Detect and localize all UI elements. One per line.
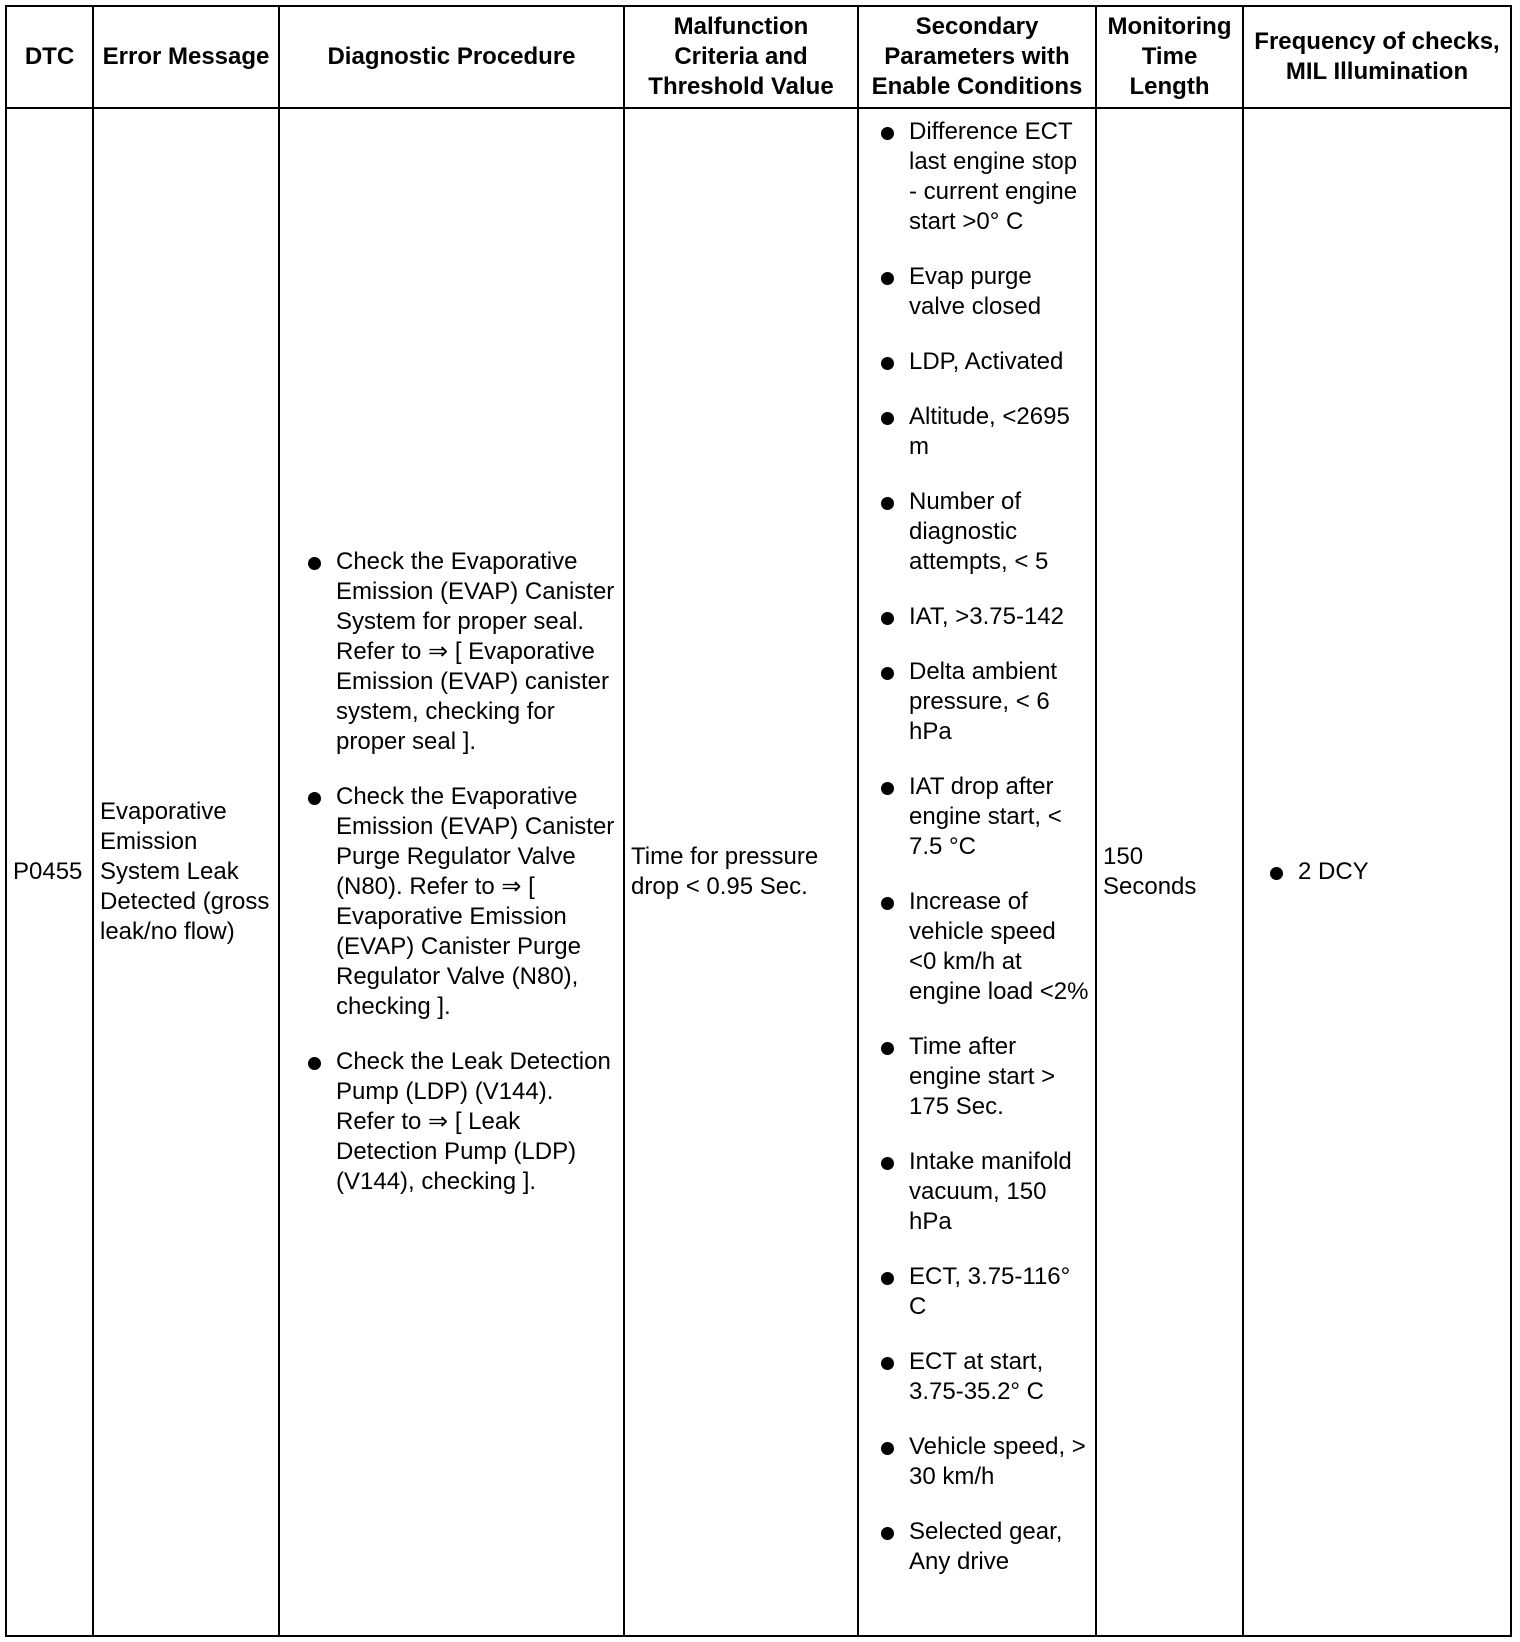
bullet-icon xyxy=(881,272,894,285)
cell-diagnostic-procedure xyxy=(279,108,624,1636)
bullet-icon xyxy=(308,1057,321,1070)
frequency-list xyxy=(1262,857,1504,887)
bullet-icon xyxy=(881,1357,894,1370)
parameter-item-text: Difference ECT last engine stop - current engine start >0° C xyxy=(909,118,1078,235)
procedure-item xyxy=(300,547,615,757)
parameter-item-text: ECT, 3.75-116° C xyxy=(909,1263,1071,1320)
procedure-item-text: Check the Evaporative Emission (EVAP) Canister Purge Regulator Valve (N80). Refer to ⇒ [ Evaporative Emission (EVAP) Canister Purge Regulator Valve (N80), checking ]. xyxy=(336,783,615,1020)
procedure-item xyxy=(300,1047,615,1197)
frequency-item xyxy=(1262,857,1504,887)
procedure-item-text: Check the Evaporative Emission (EVAP) Canister System for proper seal. Refer to ⇒ [ Evaporative Emission (EVAP) canister system, checking for proper seal ]. xyxy=(336,548,615,755)
parameter-item xyxy=(873,1432,1089,1492)
parameter-item-text: LDP, Activated xyxy=(909,348,1064,375)
parameter-item xyxy=(873,602,1089,632)
procedure-item-text: Check the Leak Detection Pump (LDP) (V144). Refer to ⇒ [ Leak Detection Pump (LDP) (V144), checking ]. xyxy=(336,1048,611,1195)
procedure-item xyxy=(300,782,615,1022)
parameter-item xyxy=(873,347,1089,377)
table-row xyxy=(6,108,1511,1636)
header-diagnostic-procedure: Diagnostic Procedure xyxy=(279,6,624,108)
parameter-item xyxy=(873,772,1089,862)
bullet-icon xyxy=(881,1527,894,1540)
bullet-icon xyxy=(881,1157,894,1170)
parameter-item-text: IAT, >3.75-142 xyxy=(909,603,1064,630)
parameter-item xyxy=(873,402,1089,462)
parameter-item-text: Evap purge valve closed xyxy=(909,263,1042,320)
parameter-item xyxy=(873,487,1089,577)
bullet-icon xyxy=(881,127,894,140)
parameter-item-text: Increase of vehicle speed <0 km/h at engine load <2% xyxy=(909,888,1089,1005)
bullet-icon xyxy=(308,557,321,570)
parameter-item-text: Time after engine start > 175 Sec. xyxy=(909,1033,1056,1120)
header-monitoring-time: Monitoring Time Length xyxy=(1096,6,1243,108)
bullet-icon xyxy=(881,412,894,425)
bullet-icon xyxy=(881,782,894,795)
parameter-item xyxy=(873,887,1089,1007)
bullet-icon xyxy=(308,792,321,805)
bullet-icon xyxy=(881,612,894,625)
parameter-item xyxy=(873,117,1089,237)
bullet-icon xyxy=(881,897,894,910)
cell-dtc: P0455 xyxy=(6,108,93,1636)
cell-malfunction-criteria: Time for pressure drop < 0.95 Sec. xyxy=(624,108,858,1636)
parameter-item-text: Altitude, <2695 m xyxy=(909,403,1070,460)
header-error-message: Error Message xyxy=(93,6,279,108)
cell-secondary-parameters xyxy=(858,108,1096,1636)
parameter-item xyxy=(873,657,1089,747)
parameter-item-text: Number of diagnostic attempts, < 5 xyxy=(909,488,1049,575)
frequency-item-text: 2 DCY xyxy=(1298,858,1369,885)
parameter-item-text: Selected gear, Any drive xyxy=(909,1518,1063,1575)
parameter-item-text: Vehicle speed, > 30 km/h xyxy=(909,1433,1086,1490)
header-row xyxy=(6,6,1511,108)
dtc-table xyxy=(5,5,1512,1637)
header-dtc: DTC xyxy=(6,6,93,108)
cell-frequency xyxy=(1243,108,1511,1636)
parameter-item-text: Delta ambient pressure, < 6 hPa xyxy=(909,658,1058,745)
bullet-icon xyxy=(881,357,894,370)
bullet-icon xyxy=(881,1042,894,1055)
parameter-item xyxy=(873,1032,1089,1122)
bullet-icon xyxy=(881,667,894,680)
parameter-item xyxy=(873,262,1089,322)
header-malfunction-criteria: Malfunction Criteria and Threshold Value xyxy=(624,6,858,108)
bullet-icon xyxy=(881,1442,894,1455)
cell-error-message: Evaporative Emission System Leak Detected (gross leak/no flow) xyxy=(93,108,279,1636)
parameter-item-text: IAT drop after engine start, < 7.5 °C xyxy=(909,773,1062,860)
bullet-icon xyxy=(1270,867,1283,880)
bullet-icon xyxy=(881,1272,894,1285)
bullet-icon xyxy=(881,497,894,510)
header-secondary-parameters: Secondary Parameters with Enable Conditions xyxy=(858,6,1096,108)
cell-monitoring-time: 150 Seconds xyxy=(1096,108,1243,1636)
parameter-item xyxy=(873,1147,1089,1237)
parameter-item xyxy=(873,1517,1089,1577)
header-frequency: Frequency of checks, MIL Illumination xyxy=(1243,6,1511,108)
parameter-list xyxy=(873,117,1089,1577)
procedure-list xyxy=(300,547,615,1197)
parameter-item xyxy=(873,1347,1089,1407)
parameter-item-text: Intake manifold vacuum, 150 hPa xyxy=(909,1148,1072,1235)
parameter-item-text: ECT at start, 3.75-35.2° C xyxy=(909,1348,1045,1405)
parameter-item xyxy=(873,1262,1089,1322)
